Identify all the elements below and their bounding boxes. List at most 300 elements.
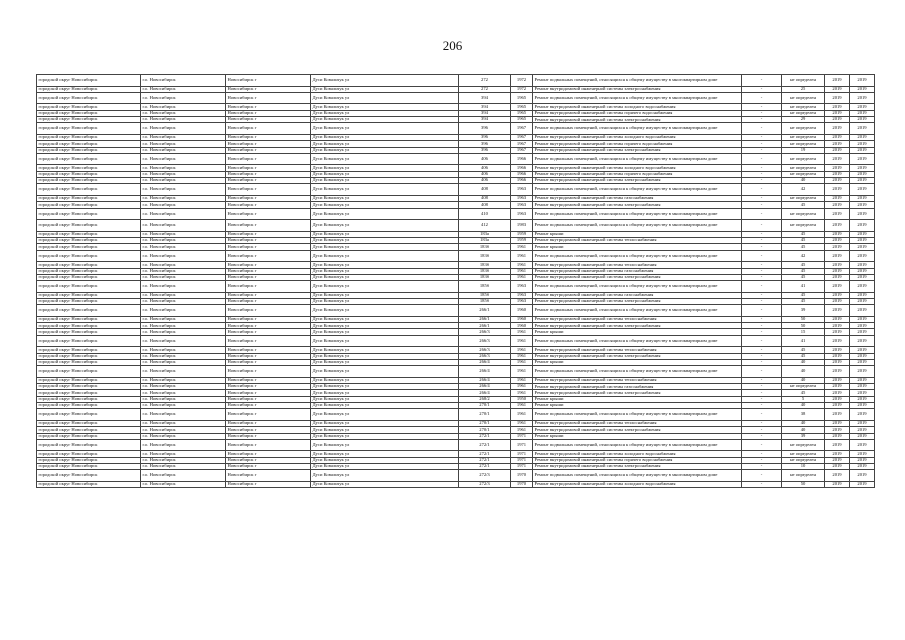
year-built-cell: 1963	[511, 298, 533, 304]
deadline-cell: не определен	[782, 220, 825, 232]
work-type-cell: Ремонт внутридомовой инженерной системы горячего водоснабжения	[533, 141, 742, 147]
city-cell: Новосибирск г	[226, 110, 311, 116]
city-cell: Новосибирск г	[226, 457, 311, 463]
district-cell: г.о. Новосибирск	[141, 178, 226, 184]
deadline-cell: 45	[782, 231, 825, 237]
work-type-cell: Ремонт подвальных помещений, относящихся к общему имуществу в многоквартирном доме	[533, 75, 742, 87]
year-built-cell: 1961	[511, 366, 533, 378]
city-cell: Новосибирск г	[226, 147, 311, 153]
house-number-cell: 266/1	[459, 323, 511, 329]
deadline-cell: 45	[782, 274, 825, 280]
house-number-cell: 394	[459, 104, 511, 110]
city-cell: Новосибирск г	[226, 262, 311, 268]
street-cell: Дуси Ковальчук ул	[311, 123, 459, 135]
house-number-cell: 272/1	[459, 439, 511, 451]
district-cell: г.о. Новосибирск	[141, 481, 226, 487]
deadline-cell: не определен	[782, 75, 825, 87]
end-year-cell: 2019	[850, 92, 875, 104]
table-row	[37, 92, 875, 104]
start-year-cell: 2019	[825, 75, 850, 87]
end-year-cell: 2019	[850, 134, 875, 140]
deadline-cell: 40	[782, 359, 825, 365]
start-year-cell: 2019	[825, 377, 850, 383]
deadline-cell: не определен	[782, 104, 825, 110]
municipality-cell: городской округ Новосибирск	[37, 208, 141, 220]
work-type-cell: Ремонт внутридомовой инженерной системы газоснабжения	[533, 268, 742, 274]
street-cell: Дуси Ковальчук ул	[311, 141, 459, 147]
house-number-cell: 183б	[459, 268, 511, 274]
district-cell: г.о. Новосибирск	[141, 298, 226, 304]
dash-cell: -	[742, 104, 782, 110]
district-cell: г.о. Новосибирск	[141, 165, 226, 171]
district-cell: г.о. Новосибирск	[141, 451, 226, 457]
work-type-cell: Ремонт внутридомовой инженерной системы теплоснабжения	[533, 316, 742, 322]
end-year-cell: 2019	[850, 353, 875, 359]
end-year-cell: 2019	[850, 457, 875, 463]
dash-cell: -	[742, 75, 782, 87]
end-year-cell: 2019	[850, 104, 875, 110]
end-year-cell: 2019	[850, 86, 875, 92]
house-number-cell: 406	[459, 178, 511, 184]
house-number-cell: 270/1	[459, 420, 511, 426]
end-year-cell: 2019	[850, 250, 875, 262]
end-year-cell: 2019	[850, 427, 875, 433]
street-cell: Дуси Ковальчук ул	[311, 92, 459, 104]
municipality-cell: городской округ Новосибирск	[37, 178, 141, 184]
house-number-cell: 183б	[459, 250, 511, 262]
deadline-cell: 40	[782, 427, 825, 433]
municipality-cell: городской округ Новосибирск	[37, 403, 141, 409]
district-cell: г.о. Новосибирск	[141, 353, 226, 359]
street-cell: Дуси Ковальчук ул	[311, 178, 459, 184]
work-type-cell: Ремонт внутридомовой инженерной системы электроснабжения	[533, 147, 742, 153]
street-cell: Дуси Ковальчук ул	[311, 171, 459, 177]
house-number-cell: 266/3	[459, 353, 511, 359]
municipality-cell: городской округ Новосибирск	[37, 347, 141, 353]
start-year-cell: 2019	[825, 147, 850, 153]
street-cell: Дуси Ковальчук ул	[311, 268, 459, 274]
work-type-cell: Ремонт подвальных помещений, относящихся к общему имуществу в многоквартирном доме	[533, 250, 742, 262]
district-cell: г.о. Новосибирск	[141, 238, 226, 244]
dash-cell: -	[742, 359, 782, 365]
municipality-cell: городской округ Новосибирск	[37, 231, 141, 237]
end-year-cell: 2019	[850, 165, 875, 171]
work-type-cell: Ремонт внутридомовой инженерной системы электроснабжения	[533, 298, 742, 304]
work-type-cell: Ремонт внутридомовой инженерной системы холодного водоснабжения	[533, 165, 742, 171]
city-cell: Новосибирск г	[226, 420, 311, 426]
start-year-cell: 2019	[825, 353, 850, 359]
start-year-cell: 2019	[825, 433, 850, 439]
work-type-cell: Ремонт крыши	[533, 359, 742, 365]
deadline-cell: 42	[782, 250, 825, 262]
deadline-cell: не определен	[782, 141, 825, 147]
street-cell: Дуси Ковальчук ул	[311, 202, 459, 208]
dash-cell: -	[742, 316, 782, 322]
dash-cell: -	[742, 262, 782, 268]
city-cell: Новосибирск г	[226, 141, 311, 147]
work-type-cell: Ремонт внутридомовой инженерной системы горячего водоснабжения	[533, 171, 742, 177]
district-cell: г.о. Новосибирск	[141, 92, 226, 104]
dash-cell: -	[742, 110, 782, 116]
city-cell: Новосибирск г	[226, 220, 311, 232]
district-cell: г.о. Новосибирск	[141, 184, 226, 196]
municipality-cell: городской округ Новосибирск	[37, 141, 141, 147]
work-type-cell: Ремонт внутридомовой инженерной системы горячего водоснабжения	[533, 457, 742, 463]
district-cell: г.о. Новосибирск	[141, 244, 226, 250]
work-type-cell: Ремонт внутридомовой инженерной системы теплоснабжения	[533, 377, 742, 383]
municipality-cell: городской округ Новосибирск	[37, 117, 141, 123]
district-cell: г.о. Новосибирск	[141, 117, 226, 123]
house-number-cell: 185б	[459, 281, 511, 293]
municipality-cell: городской округ Новосибирск	[37, 202, 141, 208]
street-cell: Дуси Ковальчук ул	[311, 347, 459, 353]
city-cell: Новосибирск г	[226, 281, 311, 293]
table-row	[37, 75, 875, 87]
work-type-cell: Ремонт подвальных помещений, относящихся к общему имуществу в многоквартирном доме	[533, 220, 742, 232]
work-type-cell: Ремонт крыши	[533, 396, 742, 402]
municipality-cell: городской округ Новосибирск	[37, 390, 141, 396]
municipality-cell: городской округ Новосибирск	[37, 244, 141, 250]
deadline-cell: не определен	[782, 171, 825, 177]
year-built-cell: 1967	[511, 123, 533, 135]
deadline-cell: 50	[782, 481, 825, 487]
table-row	[37, 481, 875, 487]
end-year-cell: 2019	[850, 171, 875, 177]
district-cell: г.о. Новосибирск	[141, 147, 226, 153]
deadline-cell: 38	[782, 409, 825, 421]
start-year-cell: 2019	[825, 208, 850, 220]
dash-cell: -	[742, 123, 782, 135]
work-type-cell: Ремонт внутридомовой инженерной системы теплоснабжения	[533, 262, 742, 268]
city-cell: Новосибирск г	[226, 153, 311, 165]
city-cell: Новосибирск г	[226, 427, 311, 433]
work-type-cell: Ремонт внутридомовой инженерной системы электроснабжения	[533, 323, 742, 329]
city-cell: Новосибирск г	[226, 359, 311, 365]
municipality-cell: городской округ Новосибирск	[37, 104, 141, 110]
district-cell: г.о. Новосибирск	[141, 409, 226, 421]
table-row	[37, 250, 875, 262]
district-cell: г.о. Новосибирск	[141, 396, 226, 402]
municipality-cell: городской округ Новосибирск	[37, 409, 141, 421]
city-cell: Новосибирск г	[226, 316, 311, 322]
work-type-cell: Ремонт внутридомовой инженерной системы электроснабжения	[533, 464, 742, 470]
street-cell: Дуси Ковальчук ул	[311, 110, 459, 116]
start-year-cell: 2019	[825, 268, 850, 274]
house-number-cell: 396	[459, 123, 511, 135]
street-cell: Дуси Ковальчук ул	[311, 208, 459, 220]
house-number-cell: 272	[459, 86, 511, 92]
house-number-cell: 272/1	[459, 457, 511, 463]
dash-cell: -	[742, 347, 782, 353]
street-cell: Дуси Ковальчук ул	[311, 274, 459, 280]
end-year-cell: 2019	[850, 231, 875, 237]
municipality-cell: городской округ Новосибирск	[37, 329, 141, 335]
deadline-cell: не определен	[782, 92, 825, 104]
work-type-cell: Ремонт внутридомовой инженерной системы холодного водоснабжения	[533, 134, 742, 140]
municipality-cell: городской округ Новосибирск	[37, 262, 141, 268]
year-built-cell: 1960	[511, 316, 533, 322]
city-cell: Новосибирск г	[226, 464, 311, 470]
end-year-cell: 2019	[850, 420, 875, 426]
dash-cell: -	[742, 353, 782, 359]
street-cell: Дуси Ковальчук ул	[311, 165, 459, 171]
street-cell: Дуси Ковальчук ул	[311, 316, 459, 322]
work-type-cell: Ремонт подвальных помещений, относящихся к общему имуществу в многоквартирном доме	[533, 184, 742, 196]
dash-cell: -	[742, 220, 782, 232]
city-cell: Новосибирск г	[226, 86, 311, 92]
start-year-cell: 2019	[825, 165, 850, 171]
deadline-cell: не определен	[782, 470, 825, 482]
district-cell: г.о. Новосибирск	[141, 439, 226, 451]
dash-cell: -	[742, 329, 782, 335]
deadline-cell: не определен	[782, 451, 825, 457]
city-cell: Новосибирск г	[226, 250, 311, 262]
house-number-cell: 412	[459, 220, 511, 232]
municipality-cell: городской округ Новосибирск	[37, 298, 141, 304]
start-year-cell: 2019	[825, 481, 850, 487]
city-cell: Новосибирск г	[226, 305, 311, 317]
street-cell: Дуси Ковальчук ул	[311, 292, 459, 298]
street-cell: Дуси Ковальчук ул	[311, 481, 459, 487]
house-number-cell: 268/2	[459, 396, 511, 402]
district-cell: г.о. Новосибирск	[141, 323, 226, 329]
street-cell: Дуси Ковальчук ул	[311, 359, 459, 365]
work-type-cell: Ремонт подвальных помещений, относящихся к общему имуществу в многоквартирном доме	[533, 208, 742, 220]
start-year-cell: 2019	[825, 420, 850, 426]
street-cell: Дуси Ковальчук ул	[311, 147, 459, 153]
end-year-cell: 2019	[850, 178, 875, 184]
house-number-cell: 406	[459, 165, 511, 171]
year-built-cell: 1963	[511, 184, 533, 196]
city-cell: Новосибирск г	[226, 117, 311, 123]
deadline-cell: 42	[782, 184, 825, 196]
house-number-cell: 272/3	[459, 470, 511, 482]
end-year-cell: 2019	[850, 366, 875, 378]
work-type-cell: Ремонт внутридомовой инженерной системы электроснабжения	[533, 390, 742, 396]
municipality-cell: городской округ Новосибирск	[37, 323, 141, 329]
city-cell: Новосибирск г	[226, 403, 311, 409]
street-cell: Дуси Ковальчук ул	[311, 220, 459, 232]
dash-cell: -	[742, 384, 782, 390]
street-cell: Дуси Ковальчук ул	[311, 457, 459, 463]
municipality-cell: городской округ Новосибирск	[37, 147, 141, 153]
end-year-cell: 2019	[850, 117, 875, 123]
year-built-cell: 1961	[511, 244, 533, 250]
year-built-cell: 1960	[511, 305, 533, 317]
year-built-cell: 1967	[511, 147, 533, 153]
house-number-cell: 406	[459, 153, 511, 165]
district-cell: г.о. Новосибирск	[141, 427, 226, 433]
work-type-cell: Ремонт крыши	[533, 244, 742, 250]
city-cell: Новосибирск г	[226, 481, 311, 487]
deadline-cell: не определен	[782, 165, 825, 171]
dash-cell: -	[742, 281, 782, 293]
year-built-cell: 1967	[511, 141, 533, 147]
house-number-cell: 394	[459, 92, 511, 104]
city-cell: Новосибирск г	[226, 292, 311, 298]
table-body	[37, 75, 875, 488]
city-cell: Новосибирск г	[226, 377, 311, 383]
dash-cell: -	[742, 481, 782, 487]
year-built-cell: 1965	[511, 104, 533, 110]
dash-cell: -	[742, 403, 782, 409]
district-cell: г.о. Новосибирск	[141, 104, 226, 110]
municipality-cell: городской округ Новосибирск	[37, 359, 141, 365]
street-cell: Дуси Ковальчук ул	[311, 377, 459, 383]
end-year-cell: 2019	[850, 208, 875, 220]
municipality-cell: городской округ Новосибирск	[37, 353, 141, 359]
district-cell: г.о. Новосибирск	[141, 153, 226, 165]
work-type-cell: Ремонт внутридомовой инженерной системы холодного водоснабжения	[533, 451, 742, 457]
end-year-cell: 2019	[850, 439, 875, 451]
district-cell: г.о. Новосибирск	[141, 305, 226, 317]
district-cell: г.о. Новосибирск	[141, 457, 226, 463]
table-row	[37, 366, 875, 378]
end-year-cell: 2019	[850, 292, 875, 298]
work-type-cell: Ремонт крыши	[533, 433, 742, 439]
district-cell: г.о. Новосибирск	[141, 359, 226, 365]
start-year-cell: 2019	[825, 134, 850, 140]
end-year-cell: 2019	[850, 184, 875, 196]
end-year-cell: 2019	[850, 262, 875, 268]
repair-schedule-table	[36, 74, 875, 488]
deadline-cell: 41	[782, 335, 825, 347]
house-number-cell: 183б	[459, 262, 511, 268]
district-cell: г.о. Новосибирск	[141, 420, 226, 426]
work-type-cell: Ремонт внутридомовой инженерной системы электроснабжения	[533, 427, 742, 433]
year-built-cell: 1961	[511, 420, 533, 426]
start-year-cell: 2019	[825, 178, 850, 184]
dash-cell: -	[742, 274, 782, 280]
end-year-cell: 2019	[850, 298, 875, 304]
street-cell: Дуси Ковальчук ул	[311, 134, 459, 140]
municipality-cell: городской округ Новосибирск	[37, 464, 141, 470]
deadline-cell: 19	[782, 147, 825, 153]
end-year-cell: 2019	[850, 390, 875, 396]
end-year-cell: 2019	[850, 433, 875, 439]
house-number-cell: 266/4	[459, 384, 511, 390]
municipality-cell: городской округ Новосибирск	[37, 274, 141, 280]
work-type-cell: Ремонт внутридомовой инженерной системы холодного водоснабжения	[533, 104, 742, 110]
dash-cell: -	[742, 464, 782, 470]
dash-cell: -	[742, 250, 782, 262]
end-year-cell: 2019	[850, 409, 875, 421]
deadline-cell: 45	[782, 244, 825, 250]
start-year-cell: 2019	[825, 390, 850, 396]
district-cell: г.о. Новосибирск	[141, 171, 226, 177]
year-built-cell: 1961	[511, 427, 533, 433]
end-year-cell: 2019	[850, 481, 875, 487]
start-year-cell: 2019	[825, 92, 850, 104]
municipality-cell: городской округ Новосибирск	[37, 470, 141, 482]
year-built-cell: 1961	[511, 377, 533, 383]
house-number-cell: 266/4	[459, 390, 511, 396]
end-year-cell: 2019	[850, 123, 875, 135]
year-built-cell: 1970	[511, 470, 533, 482]
city-cell: Новосибирск г	[226, 433, 311, 439]
start-year-cell: 2019	[825, 403, 850, 409]
end-year-cell: 2019	[850, 274, 875, 280]
city-cell: Новосибирск г	[226, 178, 311, 184]
district-cell: г.о. Новосибирск	[141, 464, 226, 470]
end-year-cell: 2019	[850, 323, 875, 329]
work-type-cell: Ремонт внутридомовой инженерной системы электроснабжения	[533, 178, 742, 184]
district-cell: г.о. Новосибирск	[141, 274, 226, 280]
street-cell: Дуси Ковальчук ул	[311, 464, 459, 470]
year-built-cell: 1971	[511, 433, 533, 439]
work-type-cell: Ремонт внутридомовой инженерной системы теплоснабжения	[533, 420, 742, 426]
house-number-cell: 270/1	[459, 427, 511, 433]
table-row	[37, 335, 875, 347]
deadline-cell: не определен	[782, 457, 825, 463]
house-number-cell: 266/4	[459, 359, 511, 365]
start-year-cell: 2019	[825, 281, 850, 293]
house-number-cell: 408	[459, 202, 511, 208]
deadline-cell: 41	[782, 281, 825, 293]
start-year-cell: 2019	[825, 457, 850, 463]
district-cell: г.о. Новосибирск	[141, 202, 226, 208]
dash-cell: -	[742, 178, 782, 184]
deadline-cell: не определен	[782, 384, 825, 390]
dash-cell: -	[742, 202, 782, 208]
dash-cell: -	[742, 335, 782, 347]
city-cell: Новосибирск г	[226, 298, 311, 304]
start-year-cell: 2019	[825, 427, 850, 433]
work-type-cell: Ремонт внутридомовой инженерной системы теплоснабжения	[533, 347, 742, 353]
end-year-cell: 2019	[850, 335, 875, 347]
house-number-cell: 272/3	[459, 481, 511, 487]
street-cell: Дуси Ковальчук ул	[311, 420, 459, 426]
end-year-cell: 2019	[850, 238, 875, 244]
house-number-cell: 266/3	[459, 329, 511, 335]
end-year-cell: 2019	[850, 202, 875, 208]
start-year-cell: 2019	[825, 316, 850, 322]
dash-cell: -	[742, 323, 782, 329]
end-year-cell: 2019	[850, 470, 875, 482]
start-year-cell: 2019	[825, 244, 850, 250]
year-built-cell: 1971	[511, 464, 533, 470]
work-type-cell: Ремонт внутридомовой инженерной системы газоснабжения	[533, 384, 742, 390]
street-cell: Дуси Ковальчук ул	[311, 231, 459, 237]
deadline-cell: 40	[782, 178, 825, 184]
house-number-cell: 272/1	[459, 451, 511, 457]
start-year-cell: 2019	[825, 250, 850, 262]
city-cell: Новосибирск г	[226, 470, 311, 482]
house-number-cell: 183а	[459, 231, 511, 237]
end-year-cell: 2019	[850, 141, 875, 147]
work-type-cell: Ремонт подвальных помещений, относящихся к общему имуществу в многоквартирном доме	[533, 305, 742, 317]
deadline-cell: 45	[782, 238, 825, 244]
end-year-cell: 2019	[850, 377, 875, 383]
house-number-cell: 408	[459, 184, 511, 196]
end-year-cell: 2019	[850, 147, 875, 153]
street-cell: Дуси Ковальчук ул	[311, 281, 459, 293]
start-year-cell: 2019	[825, 202, 850, 208]
start-year-cell: 2019	[825, 117, 850, 123]
city-cell: Новосибирск г	[226, 323, 311, 329]
deadline-cell: не определен	[782, 110, 825, 116]
table-row	[37, 409, 875, 421]
deadline-cell: 39	[782, 305, 825, 317]
dash-cell: -	[742, 208, 782, 220]
municipality-cell: городской округ Новосибирск	[37, 195, 141, 201]
dash-cell: -	[742, 244, 782, 250]
municipality-cell: городской округ Новосибирск	[37, 335, 141, 347]
deadline-cell: 50	[782, 323, 825, 329]
district-cell: г.о. Новосибирск	[141, 231, 226, 237]
district-cell: г.о. Новосибирск	[141, 141, 226, 147]
dash-cell: -	[742, 396, 782, 402]
